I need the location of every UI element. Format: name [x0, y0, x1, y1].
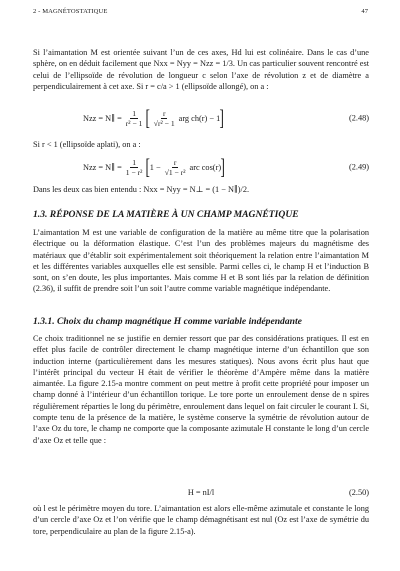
- equation-lhs: Nzz = N∥ =: [83, 114, 122, 123]
- paragraph-torus: [33, 503, 369, 537]
- left-bracket: [: [145, 105, 151, 130]
- paragraph-text: Si r < 1 (ellipsoïde aplati), on a :: [33, 140, 141, 149]
- equation-body: H = nI/l: [187, 488, 215, 497]
- running-header: [33, 8, 368, 18]
- paragraph-text: Si l’aimantation M est orientée suivant l’un de ces axes, Hd lui est colinéaire. Dans le cas d’une sphère, on en déduit facilement que Nxx = Nyy = Nzz = 1/3. Un cas particulier souvent rencontré est celui de l’ellipsoïde de révolution de longueur c selon l’axe de révolution z et de diamètre a perpendiculairement à cet axe. Si r = c/a > 1 (ellipsoïde allongé), on a :: [33, 48, 369, 91]
- subsection-heading-1-3-1: 1.3.1. Choix du champ magnétique H comme variable indépendante: [33, 316, 302, 327]
- fraction: [163, 158, 188, 177]
- left-bracket: [: [145, 154, 151, 179]
- equation-tail: arg ch(r) − 1: [178, 113, 221, 123]
- paragraph-text: Dans les deux cas bien entendu : Nxx = Nyy = N⊥ = (1 − N∥)/2.: [33, 185, 250, 194]
- page-number: 47: [361, 8, 368, 15]
- fraction-numerator: 1: [132, 157, 136, 167]
- paragraph-ellipsoid-intro: [33, 47, 369, 92]
- fraction-denominator: √1 − r²: [164, 167, 186, 177]
- fraction: [124, 158, 145, 177]
- equation-lhs: Nzz = N∥ =: [83, 163, 122, 172]
- fraction-denominator: r² − 1: [125, 118, 143, 128]
- paragraph-oblate: [33, 139, 369, 150]
- fraction-numerator: r: [162, 108, 166, 118]
- paragraph-text: où l est le périmètre moyen du tore. L’aimantation est alors elle-même azimutale et constante le long d’un cercle d’axe Oz et l’on vérifie que le champ démagnétisant est nul (Oz est l’axe de symétrie du tore, perpendiculaire au plan de la figure 2.15-a).: [33, 504, 369, 536]
- paragraph-text: L’aimantation M est une variable de configuration de la matière au même titre que la polarisation électrique ou la déformation élastique. C’est l’un des problèmes majeurs du magnétisme des matériaux que d’établir soit expérimentalement soit théoriquement la relation entre l’aimantation M et les différentes variables auxquelles elle est sensible. Parmi celles ci, le champ H et l’induction B sont, on s’en doute, les plus importantes. Mais comme H et B sont liés par la relation de définition (2.36), il suffit de prendre soit l’un soit l’autre comme variable magnétique indépendante.: [33, 228, 369, 294]
- fraction-numerator: 1: [132, 108, 136, 118]
- equation-body: [83, 152, 224, 182]
- fraction-denominator: 1 − r²: [125, 167, 143, 177]
- section-heading-1-3: 1.3. RÉPONSE DE LA MATIÈRE À UN CHAMP MAGNÉTIQUE: [33, 209, 299, 220]
- fraction: [152, 109, 177, 128]
- fraction-numerator: r: [173, 157, 177, 167]
- chapter-title: 2 - MAGNÉTOSTATIQUE: [33, 8, 108, 15]
- equation-2-50: [33, 488, 369, 500]
- equation-number: (2.49): [348, 162, 369, 172]
- right-bracket: ]: [220, 154, 225, 179]
- paragraph-text: Ce choix traditionnel ne se justifie en dernier ressort que par des considérations pratiques. Il est en effet plus facile de contrôler directement le champ magnétique interne d’un échantillon que son induction interne (particulièrement dans les mesures statiques). Nous avons écrit plus haut que l’intérêt principal du vecteur H était de vérifier le théorème d’Ampère même dans la matière aimantée. La figure 2.15-a montre comment on peut mettre à profit cette propriété pour imposer un champ donné à l’intérieur d’un échantillon torique. Le tore porte un enroulement dense de n spires régulièrement réparties le long du périmètre, enroulement dans lequel on fait circuler le courant I. Si, compte tenu de la présence de la matière, le système conserve la symétrie de révolution autour de l’axe Oz du tore, le champ ne comporte que la composante azimutale H constante le long d’un cercle d’axe Oz et telle que :: [33, 334, 369, 445]
- fraction-denominator: √r² − 1: [153, 118, 175, 128]
- paragraph-response: [33, 227, 369, 295]
- paragraph-both-cases: [33, 184, 369, 195]
- equation-body: [83, 103, 224, 133]
- equation-tail: arc cos(r): [189, 162, 222, 172]
- equation-2-48: [33, 103, 369, 133]
- equation-lead: 1 −: [149, 162, 161, 172]
- equation-number: (2.48): [348, 113, 369, 123]
- right-bracket: ]: [219, 105, 225, 130]
- equation-2-49: [33, 152, 369, 182]
- equation-number: (2.50): [348, 488, 369, 497]
- paragraph-choice: [33, 333, 369, 446]
- fraction: [124, 109, 145, 128]
